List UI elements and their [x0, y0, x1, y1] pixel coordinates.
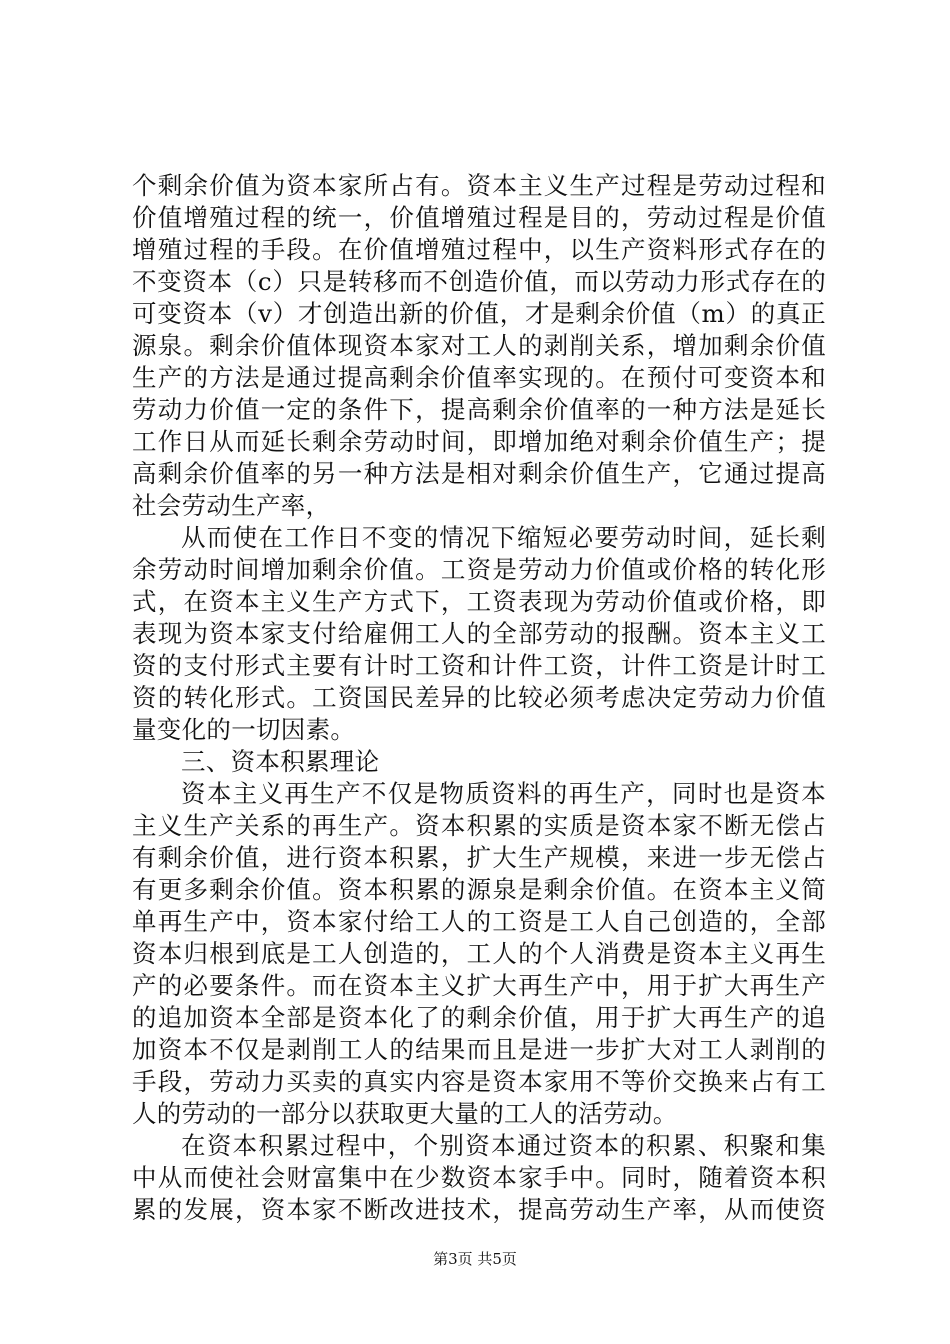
text-line: 式，在资本主义生产方式下，工资表现为劳动价值或价格，即	[132, 587, 826, 616]
page-footer	[0, 1249, 950, 1269]
text-line: 余劳动时间增加剩余价值。工资是劳动力价值或价格的转化形	[132, 555, 826, 584]
text-line: 加资本不仅是剥削工人的结果而且是进一步扩大对工人剥削的	[132, 1035, 826, 1064]
text-line: 生产的方法是通过提高剩余价值率实现的。在预付可变资本和	[132, 363, 826, 392]
text-line: 劳动力价值一定的条件下，提高剩余价值率的一种方法是延长	[132, 395, 826, 424]
text-line: 累的发展，资本家不断改进技术，提高劳动生产率，从而使资	[132, 1195, 826, 1224]
text-line: 可变资本（v）才创造出新的价值，才是剩余价值（m）的真正	[132, 299, 826, 328]
text-line: 产的必要条件。而在资本主义扩大再生产中，用于扩大再生产	[132, 971, 826, 1000]
document-body	[132, 170, 826, 1226]
text-line: 的追加资本全部是资本化了的剩余价值，用于扩大再生产的追	[132, 1003, 826, 1032]
text-line: 源泉。剩余价值体现资本家对工人的剥削关系，增加剩余价值	[132, 331, 826, 360]
page-number-label: 第3页 共5页	[433, 1250, 517, 1268]
text-line: 资本主义再生产不仅是物质资料的再生产，同时也是资本	[181, 779, 826, 808]
text-line: 从而使在工作日不变的情况下缩短必要劳动时间，延长剩	[181, 523, 826, 552]
text-line: 工作日从而延长剩余劳动时间，即增加绝对剩余价值生产；提	[132, 427, 826, 456]
text-line: 人的劳动的一部分以获取更大量的工人的活劳动。	[132, 1099, 678, 1128]
text-line: 资的支付形式主要有计时工资和计件工资，计件工资是计时工	[132, 651, 826, 680]
text-line: 价值增殖过程的统一，价值增殖过程是目的，劳动过程是价值	[132, 203, 826, 232]
text-line: 表现为资本家支付给雇佣工人的全部劳动的报酬。资本主义工	[132, 619, 826, 648]
text-line: 社会劳动生产率，	[132, 491, 331, 520]
text-line: 高剩余价值率的另一种方法是相对剩余价值生产，它通过提高	[132, 459, 826, 488]
text-line: 量变化的一切因素。	[132, 715, 356, 744]
text-line: 资的转化形式。工资国民差异的比较必须考虑决定劳动力价值	[132, 683, 826, 712]
text-line: 个剩余价值为资本家所占有。资本主义生产过程是劳动过程和	[132, 171, 826, 200]
text-line: 不变资本（c）只是转移而不创造价值，而以劳动力形式存在的	[132, 267, 826, 296]
text-line: 增殖过程的手段。在价值增殖过程中，以生产资料形式存在的	[132, 235, 826, 264]
text-line: 有剩余价值，进行资本积累，扩大生产规模，来进一步无偿占	[132, 843, 826, 872]
text-line: 有更多剩余价值。资本积累的源泉是剩余价值。在资本主义简	[132, 875, 826, 904]
text-line: 单再生产中，资本家付给工人的工资是工人自己创造的，全部	[132, 907, 826, 936]
text-line: 资本归根到底是工人创造的，工人的个人消费是资本主义再生	[132, 939, 826, 968]
text-line: 三、资本积累理论	[181, 747, 380, 776]
text-line: 在资本积累过程中，个别资本通过资本的积累、积聚和集	[181, 1131, 826, 1160]
text-line: 中从而使社会财富集中在少数资本家手中。同时，随着资本积	[132, 1163, 826, 1192]
text-line: 主义生产关系的再生产。资本积累的实质是资本家不断无偿占	[132, 811, 826, 840]
text-line: 手段，劳动力买卖的真实内容是资本家用不等价交换来占有工	[132, 1067, 826, 1096]
